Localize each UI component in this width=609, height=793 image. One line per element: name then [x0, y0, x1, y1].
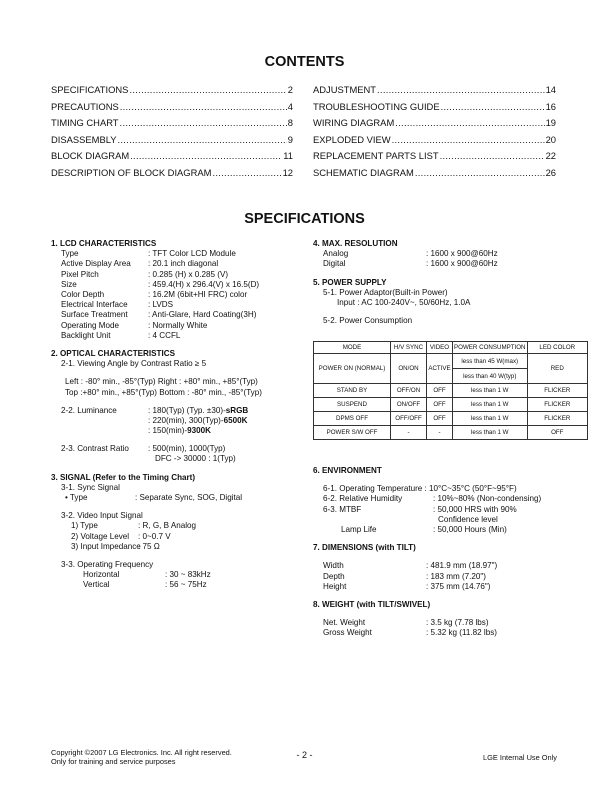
table-cell: FLICKER — [527, 398, 587, 412]
resolution-row: Analog : 1600 x 900@60Hz — [323, 249, 498, 259]
lcd-row: Pixel Pitch : 0.285 (H) x 0.285 (V) — [61, 269, 229, 279]
resolution-row: Digital : 1600 x 900@60Hz — [323, 259, 498, 269]
table-cell: OFF — [427, 412, 453, 426]
lcd-row: Operating Mode : Normally White — [61, 320, 208, 330]
table-cell: less than 40 W(typ) — [453, 369, 528, 384]
table-cell: OFF/ON — [391, 384, 427, 398]
table-cell: OFF — [427, 384, 453, 398]
lcd-row: Color Depth : 16.2M (6bit+HI FRC) color — [61, 289, 248, 299]
internal-use-note: LGE Internal Use Only — [483, 753, 557, 762]
table-cell: RED — [527, 354, 587, 384]
table-cell: ACTIVE — [427, 354, 453, 384]
environment-temperature: 6-1. Operating Temperature : 10°C~35°C (50°F~95°F) — [323, 484, 517, 494]
environment-row: Lamp Life : 50,000 Hours (Min) — [341, 524, 507, 534]
table-cell: POWER ON (NORMAL) — [314, 354, 391, 384]
video-input-row: 2) Voltage Level : 0~0.7 V — [71, 531, 171, 541]
table-cell: less than 1 W — [453, 412, 528, 426]
table-header-cell: H/V SYNC — [391, 342, 427, 354]
training-text: Only for training and service purposes — [51, 757, 176, 766]
spec-left-column — [51, 239, 301, 591]
spec-right-column — [313, 239, 588, 326]
power-input: Input : AC 100-240V~, 50/60Hz, 1.0A — [337, 297, 471, 307]
table-cell: OFF/OFF — [391, 412, 427, 426]
optical-section-title: 2. OPTICAL CHARACTERISTICS — [51, 348, 175, 358]
viewing-angle-label: 2-1. Viewing Angle by Contrast Ratio ≥ 5 — [61, 359, 207, 369]
table-cell: FLICKER — [527, 412, 587, 426]
weight-row: Net. Weight : 3.5 kg (7.78 lbs) — [323, 618, 489, 628]
table-cell: ON/ON — [391, 354, 427, 384]
power-section-title: 5. POWER SUPPLY — [313, 277, 387, 287]
sync-type-row: • Type : Separate Sync, SOG, Digital — [65, 493, 243, 503]
table-header-cell: VIDEO — [427, 342, 453, 354]
environment-row: Confidence level — [438, 514, 498, 524]
toc-entry[interactable]: SPECIFICATIONS ..... 2 — [51, 82, 293, 99]
table-cell: - — [391, 426, 427, 440]
dimensions-row: Width : 481.9 mm (18.97") — [323, 561, 498, 571]
table-cell: less than 1 W — [453, 426, 528, 440]
video-input-row: 1) Type : R, G, B Analog — [71, 521, 197, 531]
table-cell: less than 1 W — [453, 384, 528, 398]
toc-entry[interactable]: BLOCK DIAGRAM ..... 11 — [51, 148, 293, 165]
luminance-row: : 150(min)-9300K — [148, 426, 211, 436]
contrast-row: DFC -> 30000 : 1(Typ) — [155, 454, 236, 464]
frequency-row: Vertical : 56 ~ 75Hz — [83, 580, 207, 590]
toc-entry[interactable]: DESCRIPTION OF BLOCK DIAGRAM ..... 12 — [51, 165, 293, 182]
contrast-row: 2-3. Contrast Ratio : 500(min), 1000(Typ) — [61, 444, 226, 454]
dimensions-row: Depth : 183 mm (7.20") — [323, 571, 486, 581]
lcd-row: Size : 459.4(H) x 296.4(V) x 16.5(D) — [61, 279, 260, 289]
dimensions-section-title: 7. DIMENSIONS (with TILT) — [313, 543, 416, 553]
table-header-cell: LED COLOR — [527, 342, 587, 354]
table-header-row — [314, 342, 588, 354]
table-cell: FLICKER — [527, 384, 587, 398]
environment-row: 6-2. Relative Humidity : 10%~80% (Non-condensing) — [323, 494, 542, 504]
table-cell: SUSPEND — [314, 398, 391, 412]
copyright-text: Copyright ©2007 LG Electronics. Inc. All right reserved. — [51, 748, 232, 757]
table-cell: OFF — [527, 426, 587, 440]
toc-entry[interactable]: TROUBLESHOOTING GUIDE ..... 16 — [313, 99, 556, 116]
signal-section-title: 3. SIGNAL (Refer to the Timing Chart) — [51, 472, 196, 482]
toc-entry[interactable]: REPLACEMENT PARTS LIST ..... 22 — [313, 148, 556, 165]
lcd-row: Backlight Unit : 4 CCFL — [61, 330, 181, 340]
table-cell: - — [427, 426, 453, 440]
power-consumption-table — [313, 341, 588, 440]
toc-entry[interactable]: EXPLODED VIEW ..... 20 — [313, 132, 556, 149]
lcd-row: Electrical Interface : LVDS — [61, 300, 174, 310]
table-cell: ON/OFF — [391, 398, 427, 412]
lcd-row: Type : TFT Color LCD Module — [61, 249, 236, 259]
video-input-label: 3-2. Video Input Signal — [61, 511, 143, 521]
power-adaptor-label: 5-1. Power Adaptor(Built-in Power) — [323, 287, 448, 297]
viewing-angle-top-bottom: Top :+80° min., +85°(Typ) Bottom : -80° min., -85°(Typ) — [65, 387, 262, 397]
luminance-row: 2-2. Luminance : 180(Typ) (Typ. ±30)-sRGB — [61, 405, 249, 415]
table-row — [314, 398, 588, 412]
table-cell: POWER S/W OFF — [314, 426, 391, 440]
toc-entry[interactable]: TIMING CHART ..... 8 — [51, 115, 293, 132]
toc-entry[interactable]: PRECAUTIONS ..... 4 — [51, 99, 293, 116]
environment-row: 6-3. MTBF : 50,000 HRS with 90% — [323, 504, 517, 514]
viewing-angle-left-right: Left : -80° min., -85°(Typ) Right : +80° min., +85°(Typ) — [65, 377, 258, 387]
lcd-row: Surface Treatment : Anti-Glare, Hard Coating(3H) — [61, 310, 257, 320]
dimensions-row: Height : 375 mm (14.76") — [323, 581, 491, 591]
power-consumption-label: 5-2. Power Consumption — [323, 316, 413, 326]
weight-row: Gross Weight : 5.32 kg (11.82 lbs) — [323, 628, 497, 638]
table-header-cell: POWER CONSUMPTION — [453, 342, 528, 354]
toc-entry[interactable]: WIRING DIAGRAM ..... 19 — [313, 115, 556, 132]
contents-title: CONTENTS — [264, 54, 345, 70]
table-row — [314, 354, 588, 369]
table-cell: STAND BY — [314, 384, 391, 398]
environment-section-title: 6. ENVIRONMENT — [313, 466, 382, 475]
weight-section-title: 8. WEIGHT (with TILT/SWIVEL) — [313, 599, 431, 609]
lcd-section-title: 1. LCD CHARACTERISTICS — [51, 239, 157, 248]
table-cell: DPMS OFF — [314, 412, 391, 426]
toc-entry[interactable]: SCHEMATIC DIAGRAM ..... 26 — [313, 165, 556, 182]
table-row — [314, 412, 588, 426]
toc-entry[interactable]: DISASSEMBLY ..... 9 — [51, 132, 293, 149]
toc-right — [313, 82, 556, 182]
table-cell: less than 1 W — [453, 398, 528, 412]
table-row — [314, 426, 588, 440]
operating-frequency-label: 3-3. Operating Frequency — [61, 560, 154, 569]
luminance-row: : 220(min), 300(Typ)-6500K — [148, 415, 248, 425]
page-number: - 2 - — [296, 750, 313, 760]
sync-signal-label: 3-1. Sync Signal — [61, 482, 120, 492]
resolution-section-title: 4. MAX. RESOLUTION — [313, 239, 398, 248]
spec-right-column-lower — [313, 466, 588, 639]
table-row — [314, 384, 588, 398]
table-cell: less than 45 W(max) — [453, 354, 528, 369]
toc-entry[interactable]: ADJUSTMENT ..... 14 — [313, 82, 556, 99]
specifications-title: SPECIFICATIONS — [244, 211, 365, 227]
lcd-row: Active Display Area : 20.1 inch diagonal — [61, 259, 219, 269]
table-cell: OFF — [427, 398, 453, 412]
frequency-row: Horizontal : 30 ~ 83kHz — [83, 570, 211, 580]
table-header-cell: MODE — [314, 342, 391, 354]
video-input-row: 3) Input Impedance : 75 Ω — [71, 541, 160, 551]
toc-left — [51, 82, 293, 182]
